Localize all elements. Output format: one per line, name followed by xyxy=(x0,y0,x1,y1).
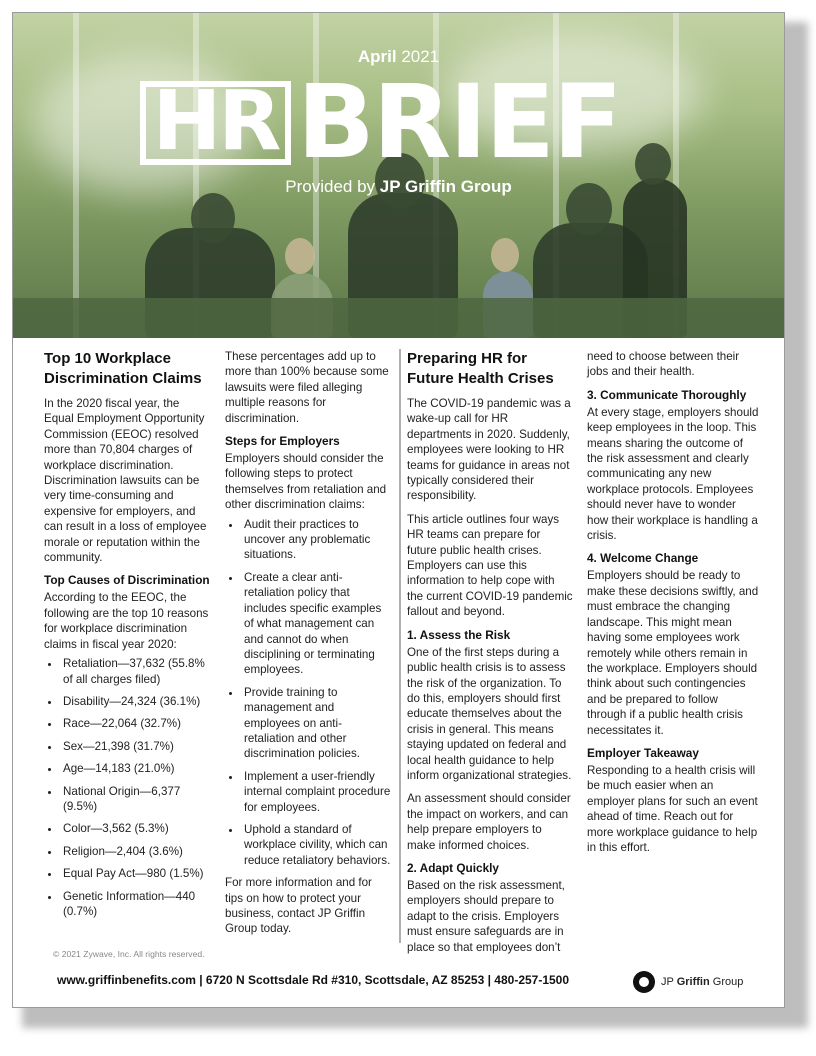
paragraph: The COVID-19 pandemic was a wake-up call for HR departments in 2020. Suddenly, employees were looking to HR teams for guidance in areas not typically considered their responsibility. xyxy=(407,397,571,503)
list-item: • National Origin—6,377 (9.5%) xyxy=(61,784,210,815)
column-divider xyxy=(399,349,401,943)
paragraph: One of the first steps during a public health crisis is to assess the risk of the organization. To do this, employers should first educate themselves about the crisis in general. This means staying updated on federal and local health guidance to help inform organizational strategies. xyxy=(407,645,572,782)
list-item: • Religion—2,404 (3.6%) xyxy=(61,844,210,859)
list-item: • Create a clear anti-retaliation policy that includes specific examples of what management can and cannot do when disciplining or terminating employees. xyxy=(242,570,391,678)
paragraph: At every stage, employers should keep employees in the loop. This means sharing the outcome of the risk assessment and clearly communicating any new workplace protocols. Employees should never have to wonder how their workplace is handling a crisis. xyxy=(587,405,759,543)
subheading-adapt-quickly: 2. Adapt Quickly xyxy=(407,860,499,875)
subheading-communicate: 3. Communicate Thoroughly xyxy=(587,387,747,402)
paragraph: Responding to a health crisis will be much easier when an employer plans for such an event ahead of time. Reach out for more workplace guidance to help in this effort. xyxy=(587,763,758,854)
subheading-top-causes: Top Causes of Discrimination xyxy=(44,573,210,588)
newsletter-page xyxy=(12,12,785,1008)
list-item: • Audit their practices to uncover any problematic situations. xyxy=(242,517,391,563)
subheading-assess-risk: 1. Assess the Risk xyxy=(407,627,511,642)
list-item: • Equal Pay Act—980 (1.5%) xyxy=(61,866,210,881)
article-title-health-crises: Preparing HR for Future Health Crises xyxy=(407,350,554,387)
continuation-text: These percentages add up to more than 100% because some lawsuits were filed alleging multiple reasons for discrimination. xyxy=(225,350,389,425)
steps-list xyxy=(225,517,391,869)
column-3 xyxy=(407,349,573,963)
list-item: • Retaliation—37,632 (55.8% of all charges filed) xyxy=(61,656,210,687)
paragraph: This article outlines four ways HR teams can prepare for future public health crises. Employers can use this information to help cope with the current COVID-19 pandemic fallout and beyond. xyxy=(407,512,573,619)
column-2 xyxy=(225,349,391,945)
subheading-takeaway: Employer Takeaway xyxy=(587,745,699,760)
steps-lead: Employers should consider the following steps to protect themselves from retaliation and other discrimination claims: xyxy=(225,452,387,512)
griffin-logo-icon xyxy=(633,971,655,993)
list-item: • Sex—21,398 (31.7%) xyxy=(61,739,210,754)
list-item: • Race—22,064 (32.7%) xyxy=(61,716,210,731)
list-item: • Age—14,183 (21.0%) xyxy=(61,761,210,776)
paragraph: Based on the risk assessment, employers should prepare to adapt to the crisis. Employers must ensure safeguards are in place so that employees don’t xyxy=(407,878,565,954)
issue-date: April 2021 xyxy=(357,47,440,66)
list-item: • Color—3,562 (5.3%) xyxy=(61,821,210,836)
list-item: • Disability—24,324 (36.1%) xyxy=(61,694,210,709)
brief-logo-text: BRIEF xyxy=(297,63,621,182)
article-intro: In the 2020 fiscal year, the Equal Employment Opportunity Commission (EEOC) resolved more than 70,804 charges of workplace discrimination. Discrimination lawsuits can be very time-consuming and expensive for employers, and can result in a loss of employee morale or reputation within the community. xyxy=(44,397,207,565)
provided-by: Provided by JP Griffin Group xyxy=(285,177,512,196)
list-item: • Provide training to management and employees on anti-retaliation and other discrimination policies. xyxy=(242,685,391,762)
list-item: • Uphold a standard of workplace civility, which can reduce retaliatory behaviors. xyxy=(242,822,391,868)
paragraph: Employers should be ready to make these decisions swiftly, and must embrace the changing landscape. This might mean having some employees work remotely while others remain in the workplace. Employers should think about such contingencies and be prepared to follow through if a public health crisis necessitates it. xyxy=(587,569,759,737)
subheading-steps: Steps for Employers xyxy=(225,434,340,449)
paragraph: An assessment should consider the impact on workers, and can help prepare employers to make informed choices. xyxy=(407,792,571,852)
closing-text: For more information and for tips on how to protect your business, contact JP Griffin Group today. xyxy=(225,876,372,936)
list-item: • Genetic Information—440 (0.7%) xyxy=(61,889,210,920)
header-banner xyxy=(13,13,784,338)
copyright-notice: © 2021 Zywave, Inc. All rights reserved. xyxy=(53,949,205,959)
footer-contact: www.griffinbenefits.com | 6720 N Scottsdale Rd #310, Scottsdale, AZ 85253 | 480-257-1500 xyxy=(57,973,570,987)
subheading-welcome-change: 4. Welcome Change xyxy=(587,551,699,566)
hr-logo-text: HR xyxy=(152,74,279,169)
list-item: • Implement a user-friendly internal complaint procedure for employees. xyxy=(242,769,391,815)
article-title-discrimination: Top 10 Workplace Discrimination Claims xyxy=(44,350,202,387)
company-logo: JP Griffin Group xyxy=(633,971,743,993)
causes-lead: According to the EEOC, the following are the top 10 reasons for workplace discrimination claims in fiscal year 2020: xyxy=(44,591,209,651)
column-1 xyxy=(44,349,210,926)
continuation-text: need to choose between their jobs and their health. xyxy=(587,350,740,379)
causes-list xyxy=(44,656,210,919)
column-4 xyxy=(587,349,759,863)
